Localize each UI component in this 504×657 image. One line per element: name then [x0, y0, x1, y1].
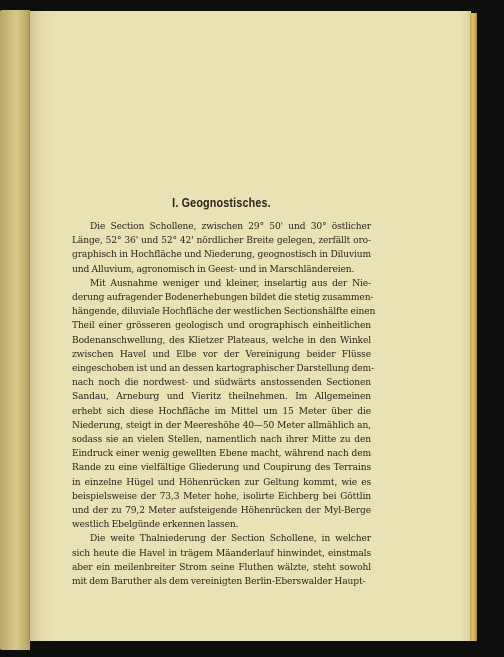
text-line: hängende, diluviale Hochfläche der westlichen Sectionshälfte einen — [72, 307, 376, 318]
text-line: Theil einer grösseren geologisch und orographisch einheitlichen — [72, 321, 371, 332]
paragraph — [72, 277, 376, 533]
text-line: und der zu 79,2 Meter aufsteigende Höhenrücken der Myl-Berge — [72, 506, 371, 517]
text-line: graphisch in Hochfläche und Niederung, geognostisch in Diluvium — [72, 250, 371, 261]
text-line: Eindruck einer wenig gewellten Ebene macht, während nach dem — [72, 449, 371, 460]
text-line: Rande zu eine vielfältige Gliederung und Coupirung des Terrains — [72, 463, 371, 474]
paragraph — [72, 220, 371, 277]
text-line: sodass sie an vielen Stellen, namentlich nach ihrer Mitte zu den — [72, 435, 371, 446]
page-stack-edge — [470, 13, 477, 641]
page-content — [72, 196, 376, 589]
text-line: westlich Ebelgünde erkennen lassen. — [72, 520, 239, 531]
text-line: sich heute die Havel in trägem Mäanderlauf hinwindet, einstmals — [72, 548, 371, 559]
text-line: Bodenanschwellung, des Klietzer Plateaus, welche in den Winkel — [72, 335, 371, 346]
text-line: Die Section Schollene, zwischen 29° 50' und 30° östlicher — [90, 222, 371, 232]
text-line: beispielsweise der 73,3 Meter hohe, isolirte Eichberg bei Göttlin — [72, 491, 371, 502]
text-line: Länge, 52° 36' und 52° 42' nördlicher Breite gelegen, zerfällt oro- — [72, 236, 371, 247]
text-line: mit dem Baruther als dem vereinigten Berlin-Eberswalder Haupt- — [72, 577, 366, 588]
paragraph — [72, 532, 371, 589]
text-line: nach noch die nordwest- und südwärts anstossenden Sectionen — [72, 378, 371, 389]
body-text — [72, 220, 376, 589]
section-heading: I. Geognostisches. — [172, 196, 271, 210]
left-page-edge — [0, 10, 30, 650]
text-line: zwischen Havel und Elbe vor der Vereinigung beider Flüsse — [72, 349, 371, 360]
text-line: in einzelne Hügel und Höhenrücken zur Geltung kommt, wie es — [72, 477, 371, 488]
text-line: Mit Ausnahme weniger und kleiner, inselartig aus der Nie- — [90, 278, 371, 289]
text-line: eingeschoben ist und an dessen kartographischer Darstellung dem- — [72, 364, 375, 375]
text-line: aber ein meilenbreiter Strom seine Fluthen wälzte, steht sowohl — [72, 562, 371, 573]
text-line: Niederung, steigt in der Meereshöhe 40—50 Meter allmählich an, — [72, 420, 371, 431]
text-line: erhebt sich diese Hochfläche im Mittel um 15 Meter über die — [72, 406, 371, 417]
text-line: Die weite Thalniederung der Section Schollene, in welcher — [90, 534, 371, 545]
text-line: Sandau, Arneburg und Vieritz theilnehmen. Im Allgemeinen — [72, 392, 371, 403]
text-line: derung aufragender Bodenerhebungen bildet die stetig zusammen- — [72, 293, 374, 304]
text-line: und Alluvium, agronomisch in Geest- und in Marschländereien. — [72, 264, 355, 275]
